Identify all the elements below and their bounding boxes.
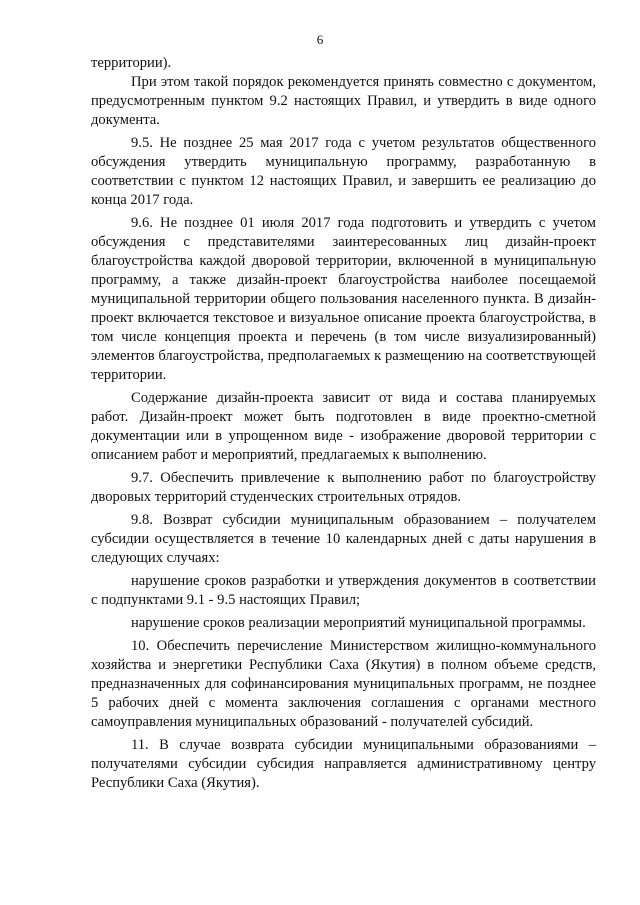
paragraph: При этом такой порядок рекомендуется принять совместно с документом, предусмотренным пунктом 9.2 настоящих Правил, и утвердить в виде одного документа. — [91, 74, 596, 128]
clause-10: 10. Обеспечить перечисление Министерством жилищно-коммунального хозяйства и энергетики Республики Саха (Якутия) в полном объеме средств, предназначенных для софинансирования муниципальных программ, не позднее 5 рабочих дней с момента заключения соглашения с органами местного самоуправления муниципальных образований - получателей субсидий. — [91, 638, 596, 730]
document-body — [91, 54, 596, 797]
clause-9-6: 9.6. Не позднее 01 июля 2017 года подготовить и утвердить с учетом обсуждения с представителями заинтересованных лиц дизайн-проект благоустройства каждой дворовой территории, включенной в муниципальную программу, а также дизайн-проект благоустройства наиболее посещаемой муниципальной территории общего пользования населенного пункта. В дизайн-проект включается текстовое и визуальное описание проекта благоустройства, в том числе концепция проекта и перечень (в том числе визуализированный) элементов благоустройства, предполагаемых к размещению на соответствующей территории. — [91, 215, 596, 383]
paragraph-continuation: территории). — [91, 55, 172, 71]
page-number: 6 — [316, 32, 324, 47]
clause-9-7: 9.7. Обеспечить привлечение к выполнению работ по благоустройству дворовых территорий студенческих строительных отрядов. — [91, 470, 596, 505]
paragraph: Содержание дизайн-проекта зависит от вида и состава планируемых работ. Дизайн-проект может быть подготовлен в виде проектно-сметной документации или в упрощенном виде - изображение дворовой территории с описанием работ и мероприятий, предлагаемых к выполнению. — [91, 390, 596, 463]
clause-11: 11. В случае возврата субсидии муниципальными образованиями – получателями субсидии субсидия направляется административному центру Республики Саха (Якутия). — [91, 737, 596, 791]
list-item: нарушение сроков разработки и утверждения документов в соответствии с подпунктами 9.1 - 9.5 настоящих Правил; — [91, 573, 596, 608]
clause-9-5: 9.5. Не позднее 25 мая 2017 года с учетом результатов общественного обсуждения утвердить муниципальную программу, разработанную в соответствии с пунктом 12 настоящих Правил, и завершить ее реализацию до конца 2017 года. — [91, 135, 596, 208]
clause-9-8: 9.8. Возврат субсидии муниципальным образованием – получателем субсидии осуществляется в течение 10 календарных дней с даты нарушения в следующих случаях: — [91, 512, 596, 566]
list-item: нарушение сроков реализации мероприятий муниципальной программы. — [131, 615, 586, 631]
